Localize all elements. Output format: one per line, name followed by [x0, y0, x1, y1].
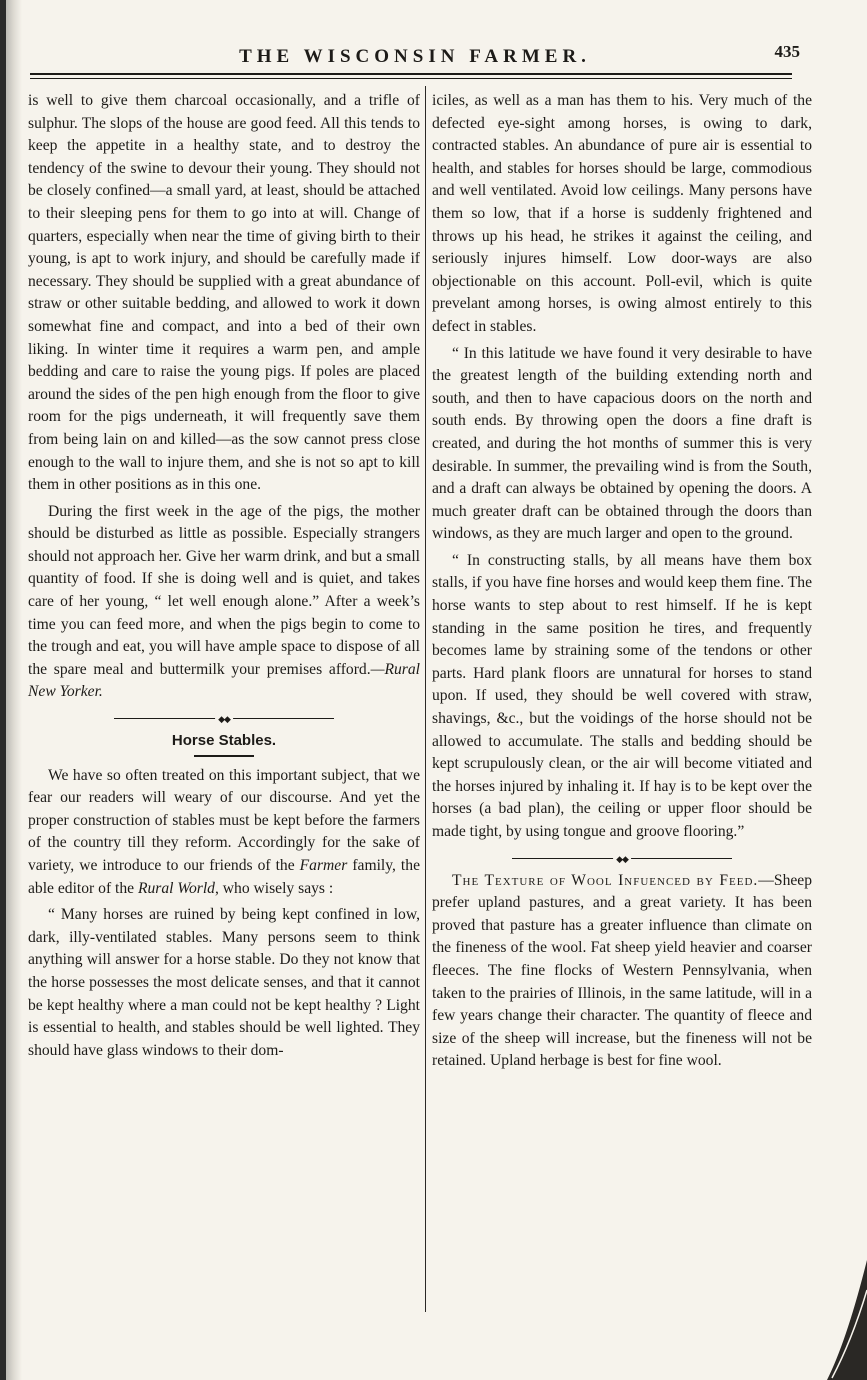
- right-column: [432, 90, 812, 1073]
- eyesight-paragraph: iciles, as well as a man has them to his. Very much of the defected eye-sight among horses, is owing to dark, contracted stables. An abundance of pure air is essential to health, and stables for horses should be large, commodious and well ventilated. Avoid low ceilings. Many persons have them so low, that if a horse is suddenly frightened and throws up his head, he strikes it against the ceiling, and seriously injures himself. Low door-ways are also objectionable on this account. Poll-evil, which is quite prevelant among horses, is owing almost entirely to this defect in stables.: [432, 92, 812, 335]
- column-divider: [425, 86, 426, 1312]
- heading-underline: [194, 755, 254, 757]
- stalls-paragraph: “ In constructing stalls, by all means have them box stalls, if you have fine horses and would keep them fine. The horse wants to step about to rest himself. If he is kept standing in the same position he tires, and frequently becomes lame by straining some of the tendons or other parts. Hard plank floors are unnatural for horses to stand upon. If used, they should be well covered with straw, shavings, &c., but the voidings of the horse should not be allowed to accumulate. The stalls and bedding should be kept scrupulously clean, or the air will become vitiated and the horses injured by inhaling it. If hay is to be kept over the horses (a bad plan), the ceiling or upper floor should be made tight, by using tongue and groove flooring.”: [432, 551, 812, 840]
- masthead-title: THE WISCONSIN FARMER.: [239, 46, 591, 67]
- wool-text: —Sheep prefer upland pastures, and a great variety. It has been proved that pasture has a greater influence than climate on the fineness of the wool. Fat sheep yield heavier and coarser fleeces. The fine flocks of Western Pennsylvania, when taken to the prairies of Illinois, in the same latitude, will in a few years change their character. The quantity of fleece and size of the sheep will increase, but the fineness will not be retained. Upland herbage is best for fine wool.: [432, 871, 812, 1070]
- rural-new-yorker-source: —Rural New Yorker.: [28, 660, 420, 701]
- pigs-paragraph: [28, 501, 420, 704]
- quote-paragraph-ruined: “ Many horses are ruined by being kept confined in low, dark, illy-ventilated stables. Many persons seem to think anything will answer for a horse stable. Do they not know that the horse possesses the most delicate senses, and that it cannot be kept healthy where a man could not be kept healthy ? Light is essential to health, and stables should be well lighted. They should have glass windows to their dom-: [28, 906, 420, 1059]
- pigs-paragraph-text: During the first week in the age of the pigs, the mother should be disturbed as little as possible. Especially strangers should not approach her. Give her warm drink, and but a small quantity of food. If she is doing well and is quiet, and takes care of her young, “ let well enough alone.” After a week’s time you can feed more, and when the pigs begin to come to the trough and eat, you will have ample space to dispose of all the spare meal and buttermilk your premises afford.: [28, 502, 420, 678]
- page-number: 435: [774, 42, 800, 61]
- intro-text-b: family, the able editor of the: [28, 857, 420, 897]
- page-corner-curl: [807, 1260, 867, 1380]
- swine-paragraph: is well to give them charcoal occasionally, and a trifle of sulphur. The slops of the house are good feed. All this tends to keep the appetite in a healthy state, and to destroy the tendency of the swine to devour their young. They should not be closely confined—a small yard, at least, should be attached to their sleeping pens for them to go into at will. Change of quarters, especially when near the time of giving birth to their young, is apt to work injury, and should be carefully made if necessary. They should be supplied with a great abundance of straw or other suitable bedding, and allowed to work it down somewhat fine and compact, and into a bed of their own liking. In winter time it requires a warm pen, and ample bedding and care to raise the young pigs. If poles are placed around the sides of the pen high enough from the floor to give room for the pigs underneath, it will frequently save them from being lain on and killed—as the sow cannot press close enough to the wall to injure them, and she is not so apt to kill them in other positions as in this one.: [28, 92, 420, 494]
- farmer-title: Farmer: [299, 857, 348, 874]
- wool-heading: The Texture of Wool Infuenced by Feed.: [452, 871, 759, 889]
- intro-text-c: , who wisely says :: [214, 879, 334, 897]
- left-column: [28, 90, 420, 1062]
- horse-stables-heading: Horse Stables.: [171, 732, 277, 750]
- section-ornament-divider-right: [512, 854, 732, 864]
- stables-intro-paragraph: [28, 765, 420, 901]
- latitude-paragraph: “ In this latitude we have found it very desirable to have the greatest length of the building extending north and south, and then to have capacious doors on the north and south ends. By throwing open the doors a fine draft is created, and during the hot months of summer this is very desirable. In summer, the prevailing wind is from the South, and a draft can always be obtained by opening the doors. A much greater draft can be obtained through the doors than windows, as they are much larger and open to the ground.: [432, 344, 812, 543]
- rural-world-title: Rural World: [137, 879, 215, 897]
- intro-text-a: We have so often treated on this important subject, that we fear our readers will weary of our discourse. And yet the proper construction of stables must be kept before the farmers of the country till they reform. Accordingly for the sake of variety, we introduce to our friends of the: [28, 766, 420, 874]
- wool-paragraph: [432, 870, 812, 1073]
- header-rule: [30, 73, 792, 79]
- section-ornament-divider: [114, 714, 334, 724]
- page-binding-edge: [0, 0, 22, 1380]
